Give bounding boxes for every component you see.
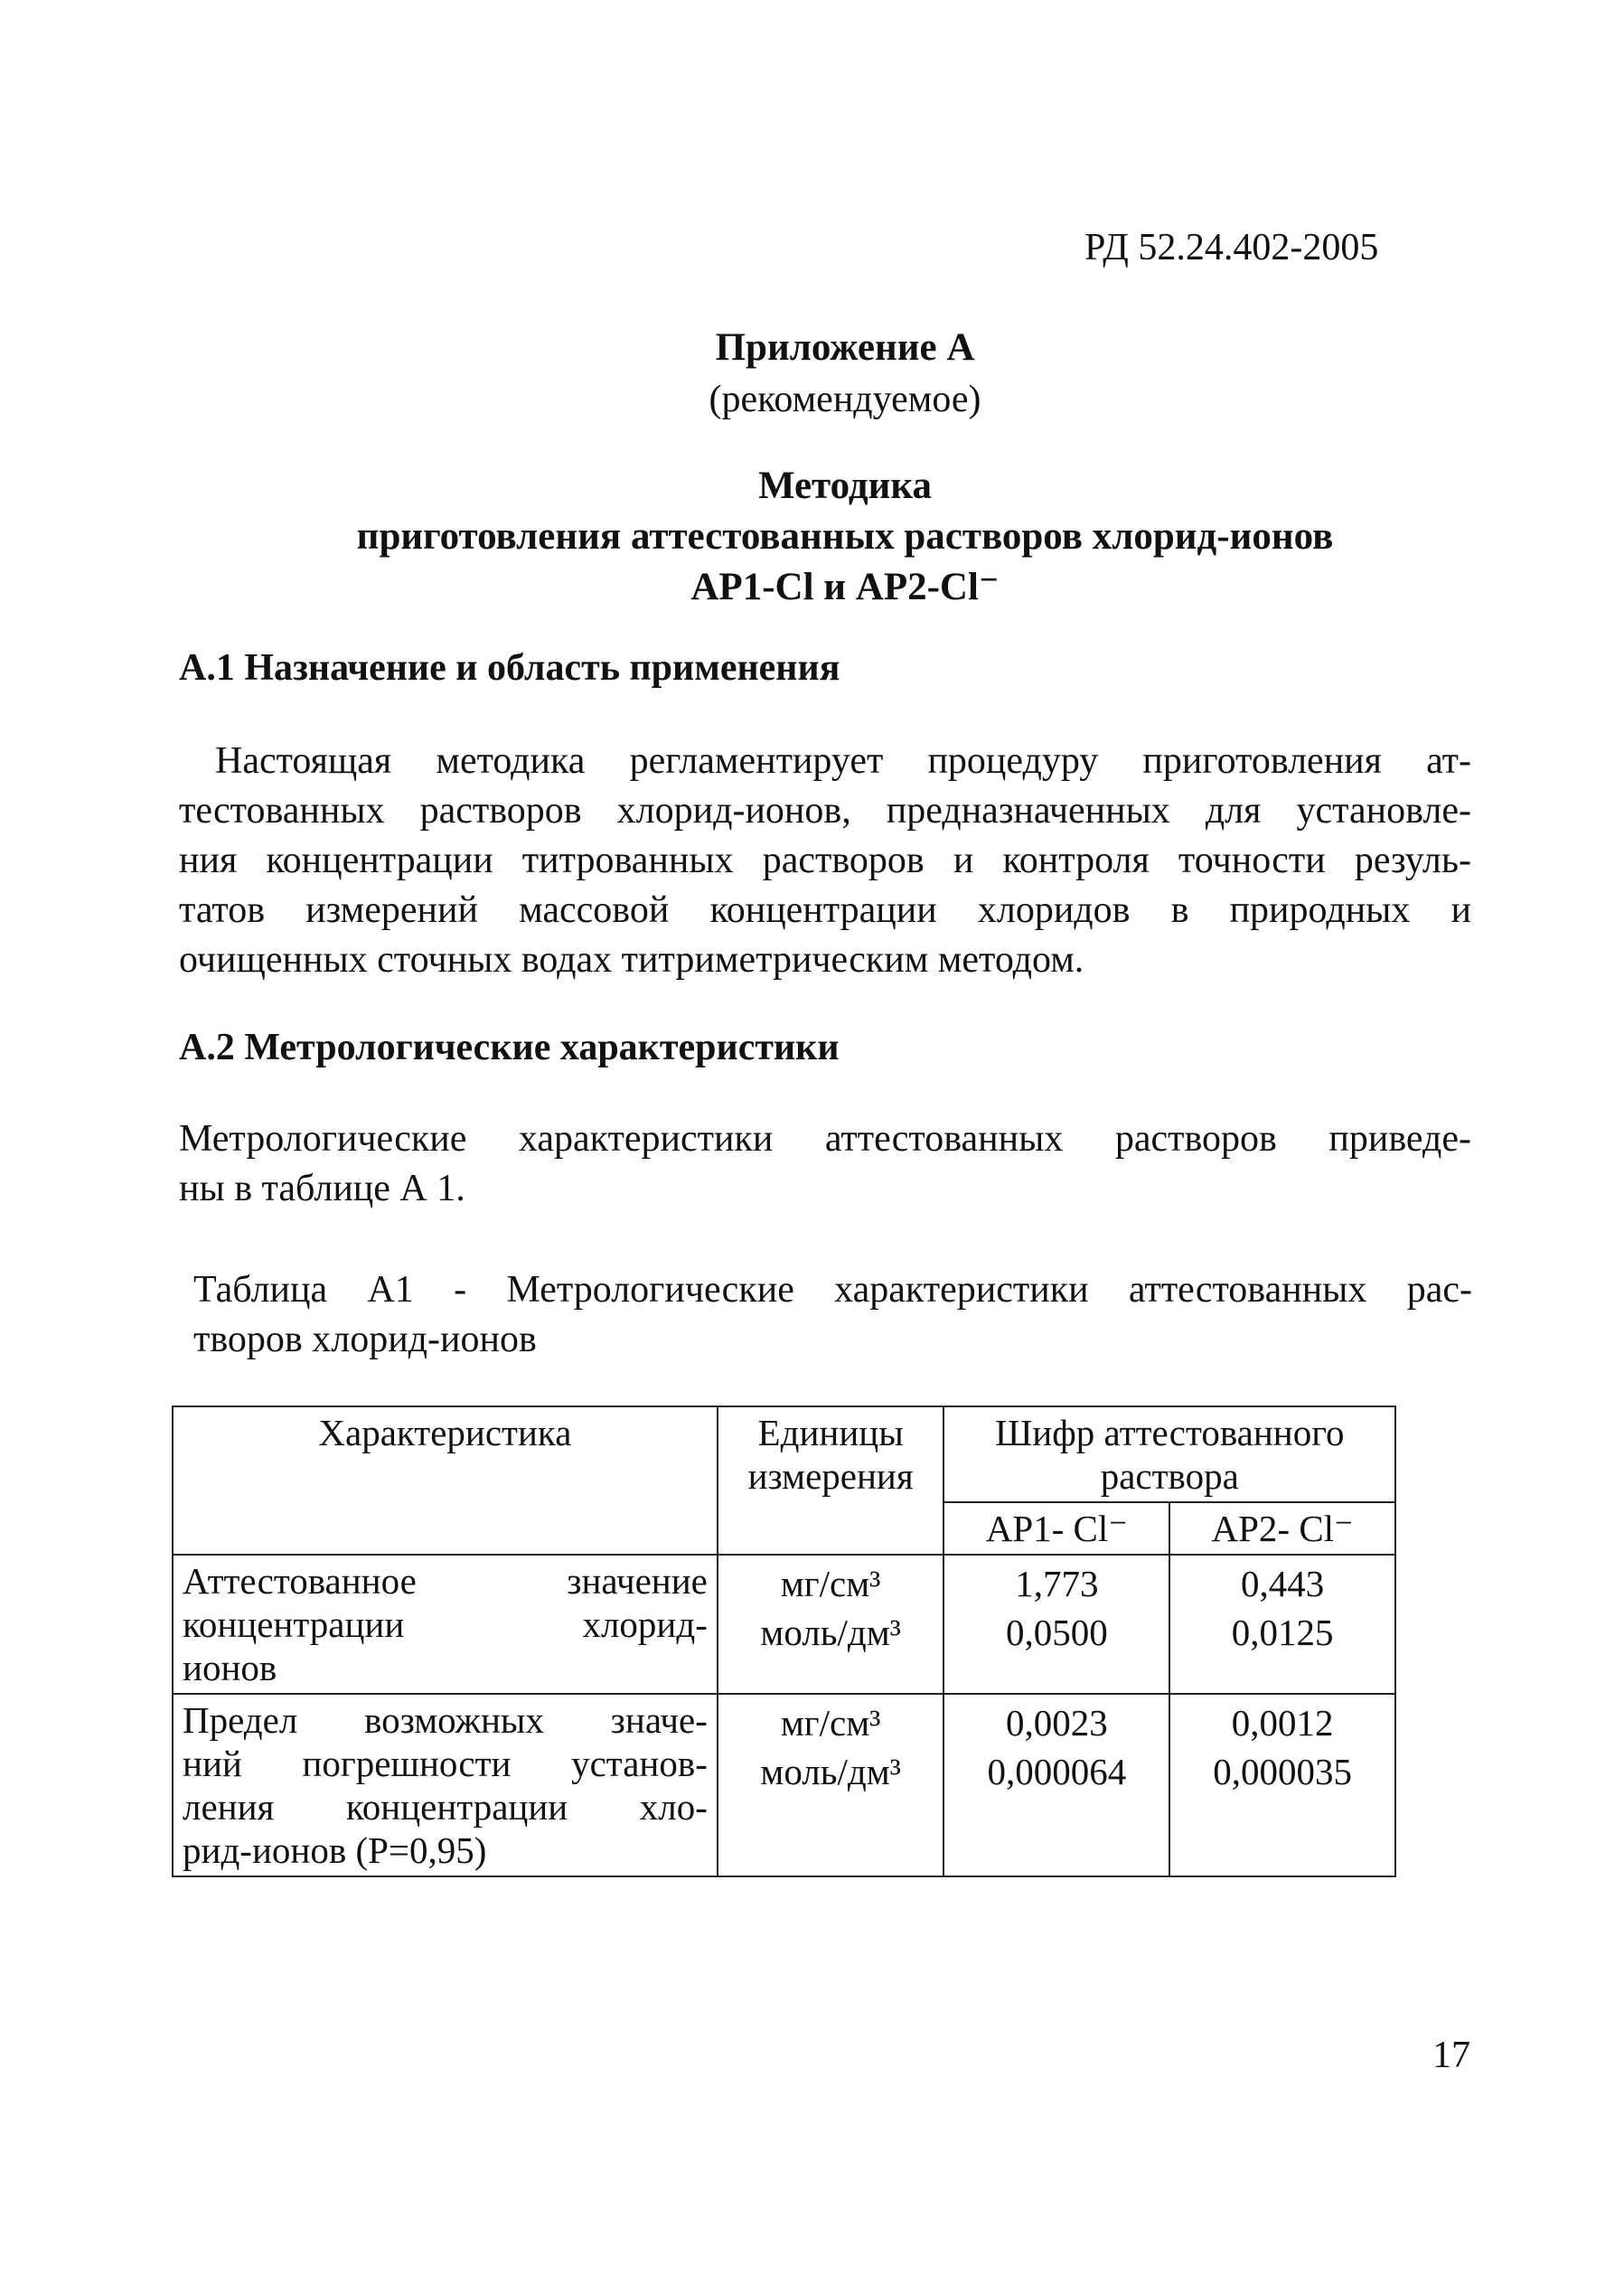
ap1-value: 0,0023: [1005, 1702, 1108, 1744]
row-label-line: ний погрешности установ-: [183, 1743, 708, 1784]
paragraph-line: Настоящая методика регламентирует процедуру приготовления ат-: [215, 740, 1471, 782]
unit-value: моль/дм³: [760, 1751, 901, 1792]
header-ap2: АР2- Сl⁻: [1169, 1502, 1395, 1555]
paragraph-line: ны в таблице А 1.: [179, 1168, 465, 1209]
row-label: [173, 1694, 718, 1876]
table-header-row: [173, 1406, 1395, 1502]
paragraph-line: татов измерений массовой концентрации хлоридов в природных и: [179, 889, 1471, 931]
row-ap1: [943, 1555, 1169, 1694]
page-number: 17: [1432, 2035, 1470, 2076]
table-row: [173, 1555, 1395, 1694]
method-title-line: АР1-Сl и АР2-Сl⁻: [690, 566, 1000, 608]
row-ap2: [1169, 1694, 1395, 1876]
row-units: [718, 1694, 944, 1876]
header-characteristic: Характеристика: [173, 1406, 718, 1555]
paragraph-line: ния концентрации титрованных растворов и контроля точности резуль-: [179, 840, 1471, 881]
appendix-status: (рекомендуемое): [709, 379, 981, 420]
method-title-line: приготовления аттестованных растворов хлорид-ионов: [356, 515, 1334, 558]
table-caption: [193, 1265, 1472, 1365]
row-label-line: ионов: [183, 1647, 277, 1688]
header-cipher: Шифр аттестованного раствора: [943, 1406, 1395, 1502]
ap2-value: 0,0012: [1231, 1702, 1334, 1744]
metrology-table: [172, 1406, 1396, 1877]
paragraph-line: тестованных растворов хлорид-ионов, предназначенных для установле-: [179, 790, 1471, 832]
unit-value: мг/см³: [780, 1563, 881, 1604]
ap1-value: 1,773: [1015, 1563, 1099, 1604]
unit-value: мг/см³: [780, 1702, 881, 1744]
ap2-value: 0,000035: [1213, 1751, 1352, 1792]
section-a1-heading: А.1 Назначение и область применения: [179, 647, 840, 689]
appendix-title: Приложение А: [715, 326, 975, 369]
row-label-line: концентрации хлорид-: [183, 1603, 708, 1645]
section-a2-paragraph: [179, 1114, 1471, 1214]
row-label-line: Аттестованное значение: [183, 1560, 708, 1602]
paragraph-line: очищенных сточных водах титриметрическим методом.: [179, 939, 1084, 981]
method-title: [0, 461, 1624, 613]
ap1-value: 0,0500: [1005, 1612, 1108, 1653]
caption-line: Таблица А1 - Метрологические характеристики аттестованных рас-: [193, 1269, 1472, 1311]
method-title-line: Методика: [757, 465, 933, 507]
ap2-value: 0,0125: [1231, 1612, 1334, 1653]
unit-value: моль/дм³: [760, 1612, 901, 1653]
row-units: [718, 1555, 944, 1694]
ap1-value: 0,000064: [987, 1751, 1127, 1792]
row-label-line: ления концентрации хло-: [183, 1786, 708, 1828]
ap2-value: 0,443: [1240, 1563, 1325, 1604]
table-row: [173, 1694, 1395, 1876]
document-code: РД 52.24.402-2005: [1084, 227, 1379, 268]
row-ap1: [943, 1694, 1169, 1876]
row-label-line: Предел возможных значе-: [183, 1699, 708, 1741]
header-units: Единицы измерения: [718, 1406, 944, 1555]
section-a2-heading: А.2 Метрологические характеристики: [179, 1027, 840, 1068]
paragraph-line: Метрологические характеристики аттестованных растворов приведе-: [179, 1118, 1471, 1160]
row-label: [173, 1555, 718, 1694]
section-a1-paragraph: [179, 737, 1471, 985]
row-label-line: рид-ионов (Р=0,95): [183, 1829, 487, 1871]
row-ap2: [1169, 1555, 1395, 1694]
caption-line: творов хлорид-ионов: [193, 1319, 537, 1360]
header-ap1: АР1- Сl⁻: [943, 1502, 1169, 1555]
